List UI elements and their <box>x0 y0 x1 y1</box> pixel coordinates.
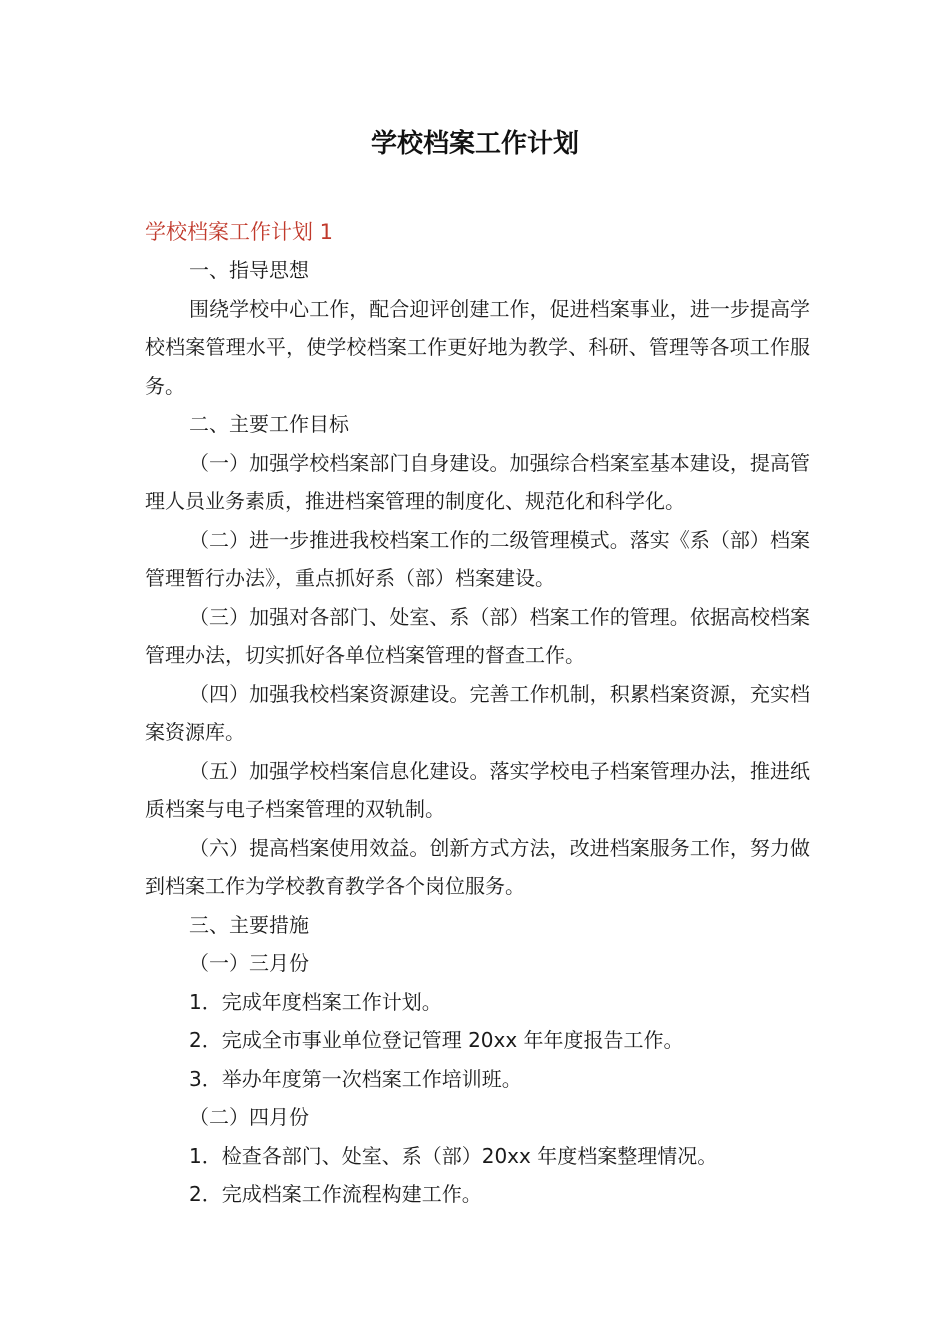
march-item-1: 1．完成年度档案工作计划。 <box>189 989 442 1014</box>
april-item-1: 1．检查各部门、处室、系（部）20xx 年度档案整理情况。 <box>189 1143 718 1168</box>
month-heading-april: （二）四月份 <box>189 1105 309 1129</box>
march-item-2: 2．完成全市事业单位登记管理 20xx 年年度报告工作。 <box>189 1028 684 1052</box>
march-item-3: 3．举办年度第一次档案工作培训班。 <box>189 1066 522 1091</box>
goal-item-5: （五）加强学校档案信息化建设。落实学校电子档案管理办法，推进纸质档案与电子档案管理的双轨制。 <box>145 758 810 821</box>
paragraph-guiding-ideology: 围绕学校中心工作，配合迎评创建工作，促进档案事业，进一步提高学校档案管理水平，使学校档案工作更好地为教学、科研、管理等各项工作服务。 <box>145 296 810 398</box>
goal-item-2: （二）进一步推进我校档案工作的二级管理模式。落实《系（部）档案管理暂行办法》，重点抓好系（部）档案建设。 <box>145 527 810 590</box>
month-heading-march: （一）三月份 <box>189 951 309 975</box>
goal-item-6: （六）提高档案使用效益。创新方式方法，改进档案服务工作，努力做到档案工作为学校教育教学各个岗位服务。 <box>145 835 810 898</box>
heading-guiding-ideology: 一、指导思想 <box>189 258 309 282</box>
heading-main-measures: 三、主要措施 <box>189 912 309 937</box>
document-body <box>145 213 810 1214</box>
april-item-2: 2．完成档案工作流程构建工作。 <box>189 1182 482 1206</box>
document-title: 学校档案工作计划 <box>370 129 579 159</box>
goal-item-1: （一）加强学校档案部门自身建设。加强综合档案室基本建设，提高管理人员业务素质，推进档案管理的制度化、规范化和科学化。 <box>145 450 810 513</box>
goal-item-4: （四）加强我校档案资源建设。完善工作机制，积累档案资源，充实档案资源库。 <box>145 681 810 744</box>
section-heading: 学校档案工作计划 1 <box>145 220 334 244</box>
heading-main-goals: 二、主要工作目标 <box>189 412 349 436</box>
goal-item-3: （三）加强对各部门、处室、系（部）档案工作的管理。依据高校档案管理办法，切实抓好各单位档案管理的督查工作。 <box>145 604 810 667</box>
